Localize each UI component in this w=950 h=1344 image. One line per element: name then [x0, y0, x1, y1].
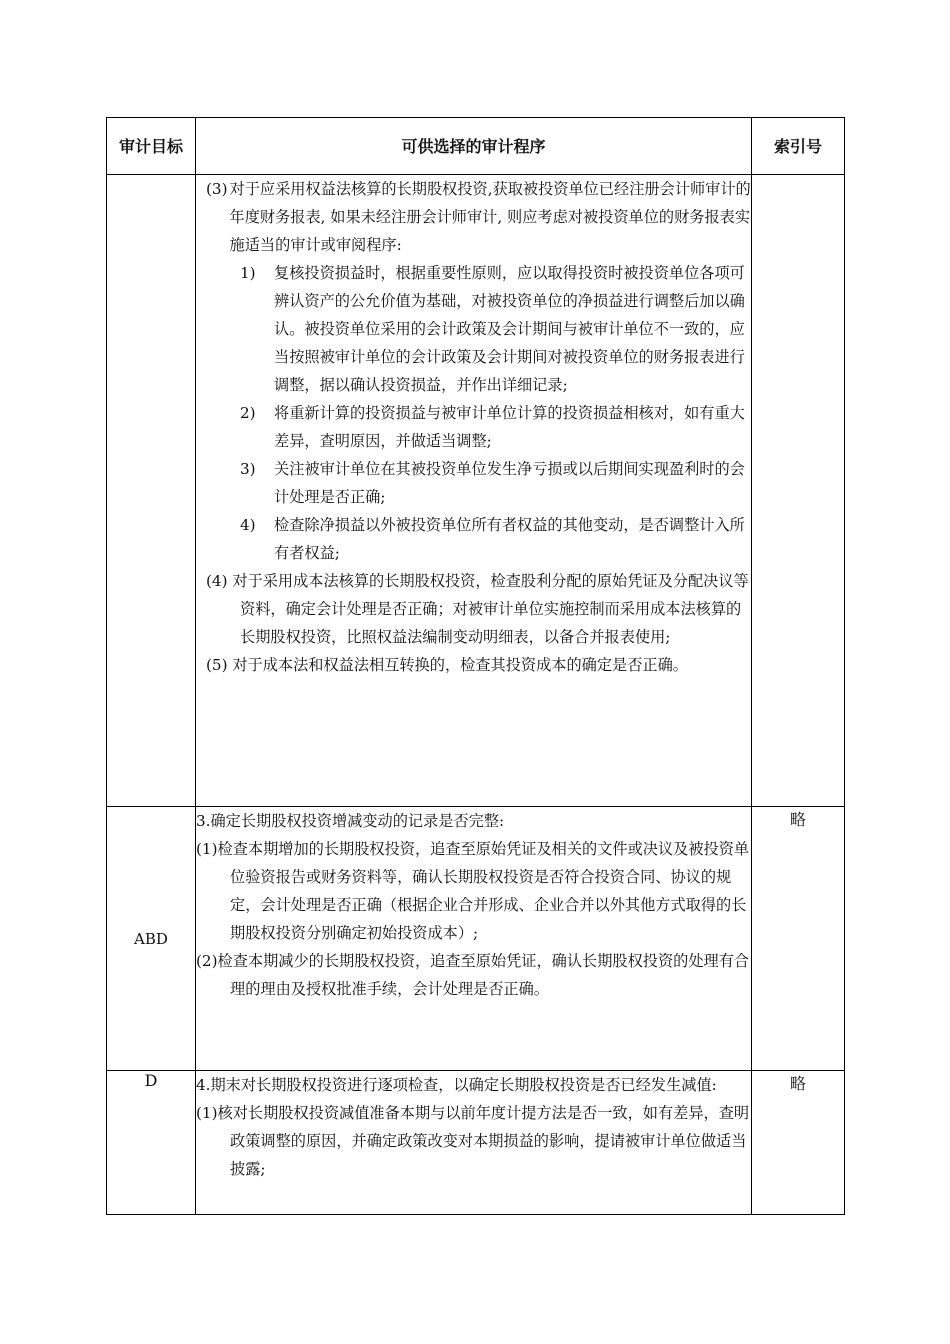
goal-cell: D — [107, 1071, 196, 1215]
goal-cell — [107, 175, 196, 807]
procedure-title: 4.期末对长期股权投资进行逐项检查，以确定长期股权投资是否已经发生减值: — [196, 1076, 717, 1094]
table-row — [107, 175, 845, 807]
index-cell: 略 — [752, 1071, 845, 1215]
procedure-cell — [196, 807, 752, 1071]
sub-item-number: 2) — [240, 404, 256, 422]
procedure-cell — [196, 175, 752, 807]
header-index: 索引号 — [752, 118, 845, 175]
sub-item-number: 4) — [240, 516, 256, 534]
sub-item-text: 复核投资损益时，根据重要性原则，应以取得投资时被投资单位各项可辨认资产的公允价值为基础，对被投资单位的净损益进行调整后加以确认。被投资单位采用的会计政策及会计期间与被审计单位不一致的，应当按照被审计单位的会计政策及会计期间对被投资单位的财务报表进行调整，据以确认投资损益，并作出详细记录; — [274, 264, 745, 394]
procedure-cell — [196, 1071, 752, 1215]
sub-item-number: 1) — [240, 264, 256, 282]
sub-item-3 — [196, 455, 751, 511]
item-number: (3) — [206, 180, 228, 198]
procedure-item-3 — [196, 175, 751, 259]
audit-procedure-table — [106, 117, 845, 1215]
table-row — [107, 807, 845, 1071]
sub-item-number: 3) — [240, 460, 256, 478]
item-text: 对于应采用权益法核算的长期股权投资,获取被投资单位已经注册会计师审计的年度财务报表, 如果未经注册会计师审计, 则应考虑对被投资单位的财务报表实施适当的审计或审阅程序: — [229, 180, 751, 254]
table-header-row — [107, 118, 845, 175]
procedure-item-1: (1)核对长期股权投资减值准备本期与以前年度计提方法是否一致，如有差异，查明政策调整的原因，并确定政策改变对本期损益的影响，提请被审计单位做适当披露; — [196, 1104, 750, 1178]
header-procedure: 可供选择的审计程序 — [196, 118, 752, 175]
sub-item-1 — [196, 259, 751, 399]
sub-item-2 — [196, 399, 751, 455]
sub-item-text: 关注被审计单位在其被投资单位发生净亏损或以后期间实现盈利时的会计处理是否正确; — [274, 460, 745, 506]
sub-item-text: 检查除净损益以外被投资单位所有者权益的其他变动，是否调整计入所有者权益; — [274, 516, 745, 562]
table-row — [107, 1071, 845, 1215]
procedure-item-4: (4) 对于采用成本法核算的长期股权投资，检查股利分配的原始凭证及分配决议等资料，确定会计处理是否正确；对被审计单位实施控制而采用成本法核算的长期股权投资，比照权益法编制变动明细表，以备合并报表使用; — [206, 572, 749, 646]
sub-item-text: 将重新计算的投资损益与被审计单位计算的投资损益相核对，如有重大差异，查明原因，并做适当调整; — [274, 404, 745, 450]
procedure-item-2: (2)检查本期减少的长期股权投资，追查至原始凭证，确认长期股权投资的处理有合理的理由及授权批准手续，会计处理是否正确。 — [196, 952, 750, 998]
sub-item-4 — [196, 511, 751, 567]
index-cell: 略 — [752, 807, 845, 1071]
procedure-item-1: (1)检查本期增加的长期股权投资，追查至原始凭证及相关的文件或决议及被投资单位验资报告或财务资料等，确认长期股权投资是否符合投资合同、协议的规定，会计处理是否正确（根据企业合并形成、企业合并以外其他方式取得的长期股权投资分别确定初始投资成本）; — [196, 840, 750, 942]
procedure-title: 3.确定长期股权投资增减变动的记录是否完整: — [196, 812, 505, 830]
procedure-item-5: (5) 对于成本法和权益法相互转换的，检查其投资成本的确定是否正确。 — [206, 656, 688, 674]
header-goal: 审计目标 — [107, 118, 196, 175]
goal-cell: ABD — [107, 807, 196, 1071]
index-cell — [752, 175, 845, 807]
